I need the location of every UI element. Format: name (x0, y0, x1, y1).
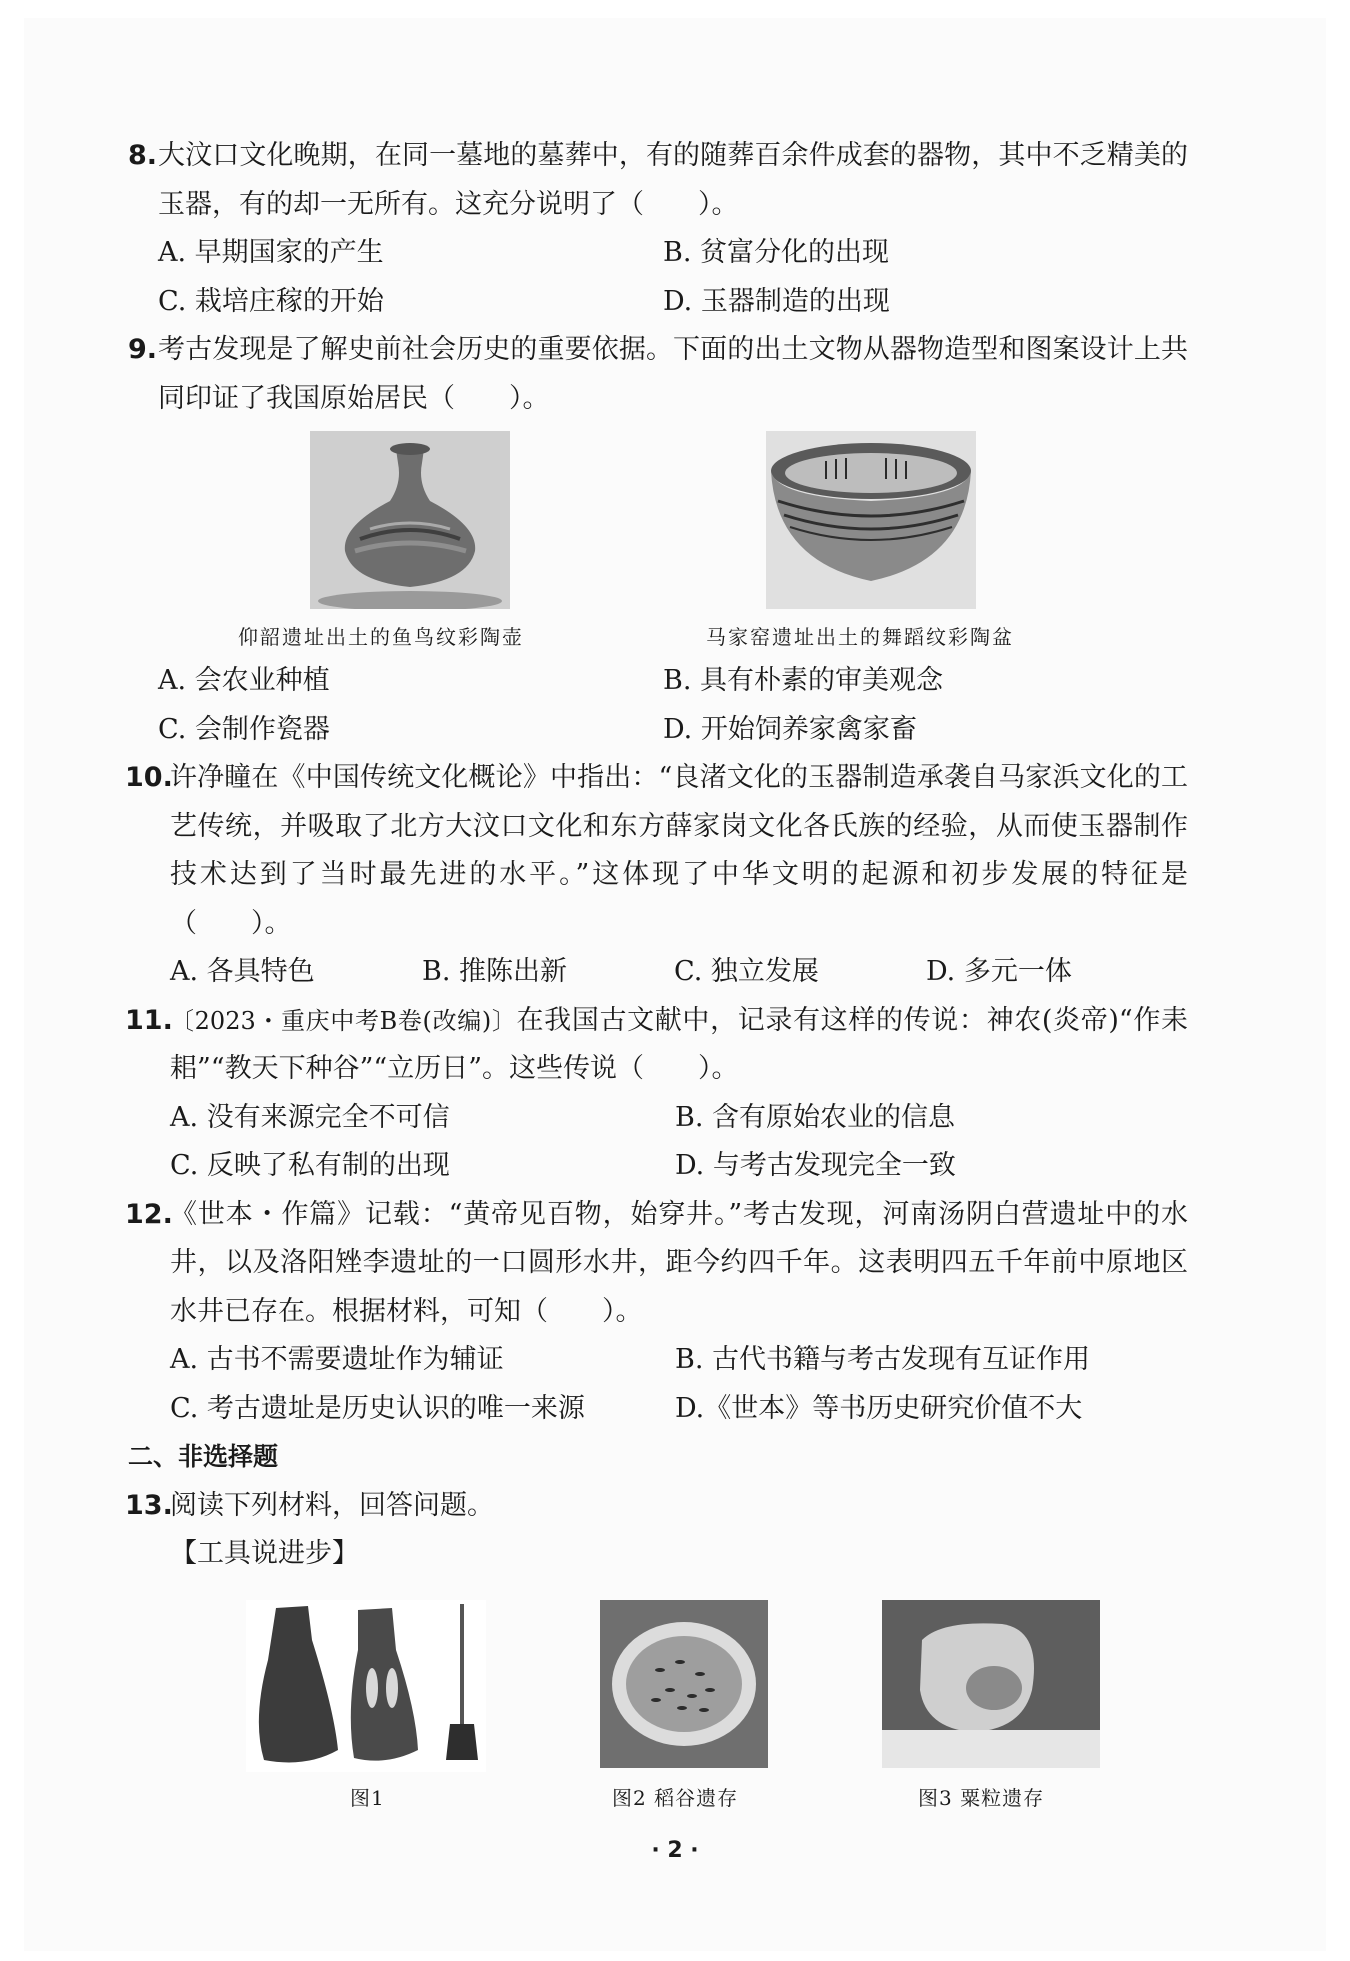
bone-spade-image (246, 1600, 486, 1772)
question-stem: 考古发现是了解史前社会历史的重要依据。下面的出土文物从器物造型和图案设计上共同印证了我国原始居民（ ）。 (158, 334, 1188, 414)
option-d: D.《世本》等书历史研究价值不大 (675, 1392, 1083, 1424)
option-d: D. 与考古发现完全一致 (675, 1150, 956, 1181)
material-subheading: 【工具说进步】 (170, 1538, 359, 1569)
millet-remains-image (882, 1600, 1100, 1768)
question-13 (125, 1482, 1188, 1579)
option-c: C. 栽培庄稼的开始 (158, 285, 384, 317)
option-c: C. 考古遗址是历史认识的唯一来源 (170, 1392, 585, 1424)
option-b: B. 贫富分化的出现 (663, 237, 890, 268)
figure-caption: 图1 (350, 1786, 385, 1810)
figure-row (158, 431, 1188, 611)
option-a: A. 没有来源完全不可信 (170, 1101, 450, 1133)
figure-caption: 图2 稻谷遗存 (612, 1786, 739, 1810)
question-source: 〔2023・重庆中考B卷(改编)〕 (170, 1006, 517, 1035)
section-heading: 二、非选择题 (128, 1442, 279, 1471)
question-number: 10. (125, 762, 173, 793)
tool-figures (0, 1600, 1350, 1810)
question-number: 11. (125, 1004, 173, 1036)
option-c: C. 会制作瓷器 (158, 713, 330, 745)
option-b: B. 推陈出新 (422, 956, 568, 987)
painted-pottery-pot-image (310, 431, 510, 609)
rice-remains-image (600, 1600, 768, 1768)
option-c: C. 独立发展 (674, 956, 819, 987)
question-stem: 《世本・作篇》记载：“黄帝见百物，始穿井。”考古发现，河南汤阴白营遗址中的水井，以及洛阳矬李遗址的一口圆形水井，距今约四千年。这表明四五千年前中原地区水井已存在。根据材料，可知（ ）。 (170, 1198, 1188, 1327)
figure-caption: 图3 粟粒遗存 (918, 1786, 1045, 1810)
figure-caption: 马家窑遗址出土的舞蹈纹彩陶盆 (706, 625, 1014, 649)
option-b: B. 含有原始农业的信息 (675, 1101, 956, 1133)
option-b: B. 古代书籍与考古发现有互证作用 (675, 1344, 1091, 1375)
question-number: 9. (128, 334, 158, 365)
caption-row (158, 617, 1188, 657)
question-8 (128, 132, 1188, 326)
question-12 (125, 1191, 1188, 1434)
question-9 (128, 326, 1188, 754)
option-d: D. 多元一体 (926, 956, 1072, 987)
question-number: 12. (125, 1198, 173, 1230)
option-d: D. 玉器制造的出现 (663, 285, 890, 317)
question-11 (125, 997, 1188, 1191)
question-stem: 阅读下列材料，回答问题。 (170, 1489, 494, 1521)
question-number: 8. (128, 140, 158, 171)
question-number: 13. (125, 1489, 173, 1521)
option-a: A. 古书不需要遗址作为辅证 (170, 1344, 504, 1375)
option-b: B. 具有朴素的审美观念 (663, 665, 944, 696)
question-stem: 大汶口文化晚期，在同一墓地的墓葬中，有的随葬百余件成套的器物，其中不乏精美的玉器，有的却一无所有。这充分说明了（ ）。 (158, 140, 1188, 220)
question-stem: 许净瞳在《中国传统文化概论》中指出：“良渚文化的玉器制造承袭自马家浜文化的工艺传统，并吸取了北方大汶口文化和东方薛家岗文化各氏族的经验，从而使玉器制作技术达到了当时最先进的水平。”这体现了中华文明的起源和初步发展的特征是（ ）。 (170, 762, 1188, 939)
option-c: C. 反映了私有制的出现 (170, 1150, 450, 1181)
question-list (125, 132, 1188, 1579)
option-a: A. 各具特色 (170, 956, 315, 987)
question-stem: 在我国古文献中，记录有这样的传说：神农(炎帝)“作耒耜”“教天下种谷”“立历日”。这些传说（ ）。 (170, 1004, 1188, 1084)
question-10 (125, 754, 1188, 997)
option-a: A. 会农业种植 (158, 665, 330, 696)
option-d: D. 开始饲养家禽家畜 (663, 713, 917, 745)
dance-pattern-basin-image (766, 431, 976, 609)
page-number: · 2 · (651, 1838, 699, 1863)
option-a: A. 早期国家的产生 (158, 237, 384, 268)
figure-caption: 仰韶遗址出土的鱼鸟纹彩陶壶 (238, 625, 524, 649)
